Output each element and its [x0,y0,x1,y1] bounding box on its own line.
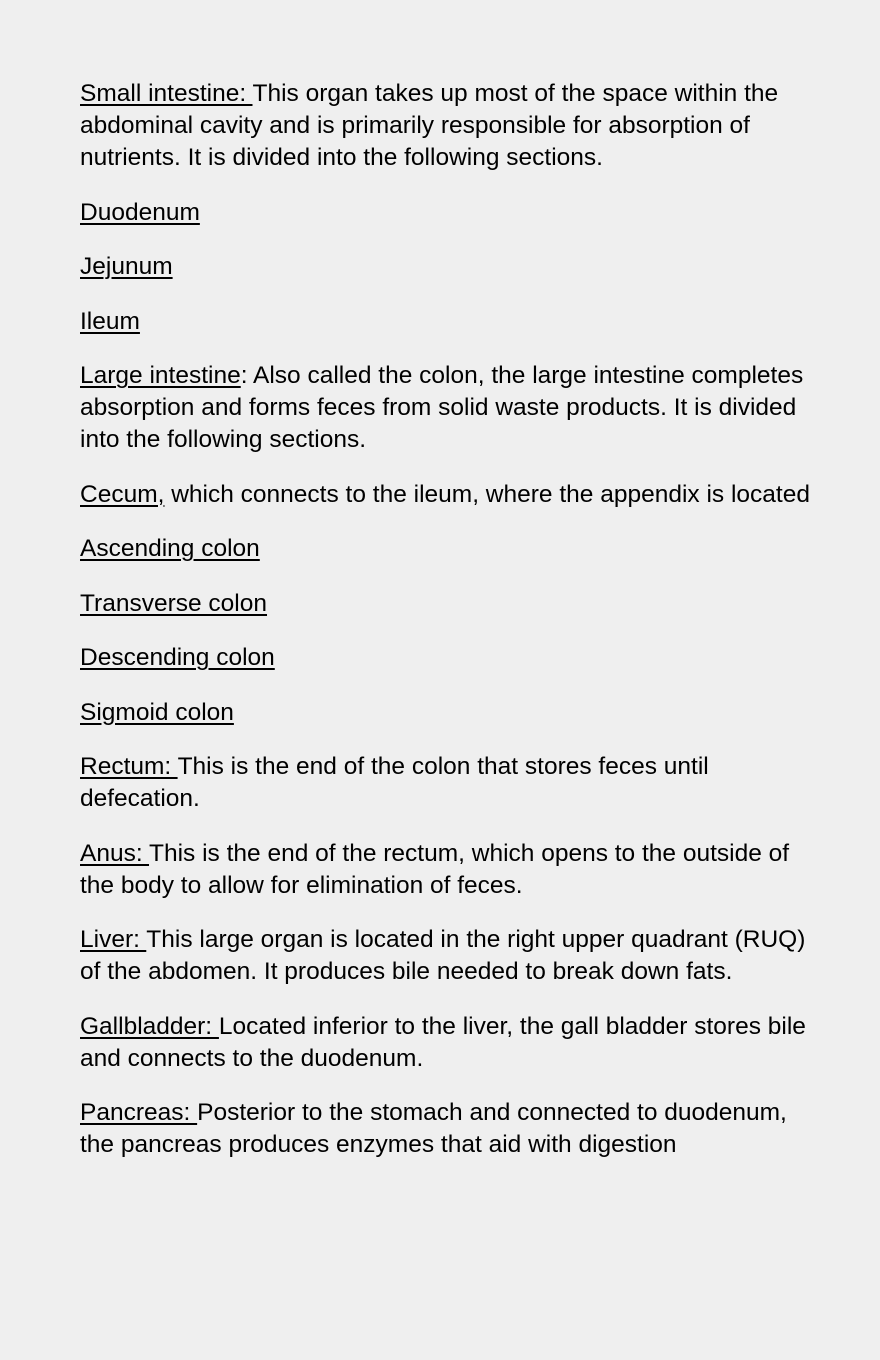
paragraph-pancreas [80,1097,810,1161]
paragraph-small-intestine [80,78,810,174]
term: Gallbladder: [80,1012,219,1040]
paragraph-jejunum [80,251,810,283]
description: This organ takes up most of the space within the abdominal cavity and is primarily responsible for absorption of nutrients. It is divided into the following sections. [80,80,785,171]
description: This large organ is located in the right upper quadrant (RUQ) of the abdomen. It produces bile needed to break down fats. [80,926,813,985]
paragraph-anus [80,838,810,902]
term: Descending colon [80,644,275,671]
paragraph-duodenum [80,197,810,229]
term: Pancreas: [80,1099,198,1126]
term: Liver: [80,926,147,953]
description: : Also called the colon, the large intestine completes absorption and forms feces from solid waste products. It is divided into the following sections. [80,362,811,453]
paragraph-large-intestine [80,360,810,456]
paragraph-cecum [80,479,810,511]
term: Large intestine [80,362,241,389]
paragraph-ascending-colon [80,533,810,565]
term: Jejunum [80,253,173,280]
document-body [80,78,813,1184]
paragraph-rectum [80,751,810,815]
description: Posterior to the stomach and connected to duodenum, the pancreas produces enzymes that aid with digestion [80,1099,794,1158]
paragraph-liver [80,924,813,988]
term: Ascending colon [80,535,260,562]
term: Sigmoid colon [80,698,234,726]
paragraph-gallbladder [80,1011,813,1075]
description: This is the end of the colon that stores feces until defecation. [80,753,716,812]
description: which connects to the ileum, where the appendix is located [164,480,810,508]
paragraph-ileum [80,306,810,338]
term: Transverse colon [80,589,268,617]
paragraph-descending-colon [80,642,810,674]
paragraph-transverse-colon [80,588,810,620]
description: This is the end of the rectum, which opens to the outside of the body to allow for elimination of feces. [80,839,796,899]
term: Ileum [80,307,140,335]
description: Located inferior to the liver, the gall bladder stores bile and connects to the duodenum. [80,1012,813,1072]
term: Small intestine: [80,80,253,107]
term: Duodenum [80,198,200,226]
term: Rectum: [80,753,178,780]
term: Anus: [80,839,150,867]
term: Cecum, [80,480,165,508]
paragraph-sigmoid-colon [80,697,810,729]
